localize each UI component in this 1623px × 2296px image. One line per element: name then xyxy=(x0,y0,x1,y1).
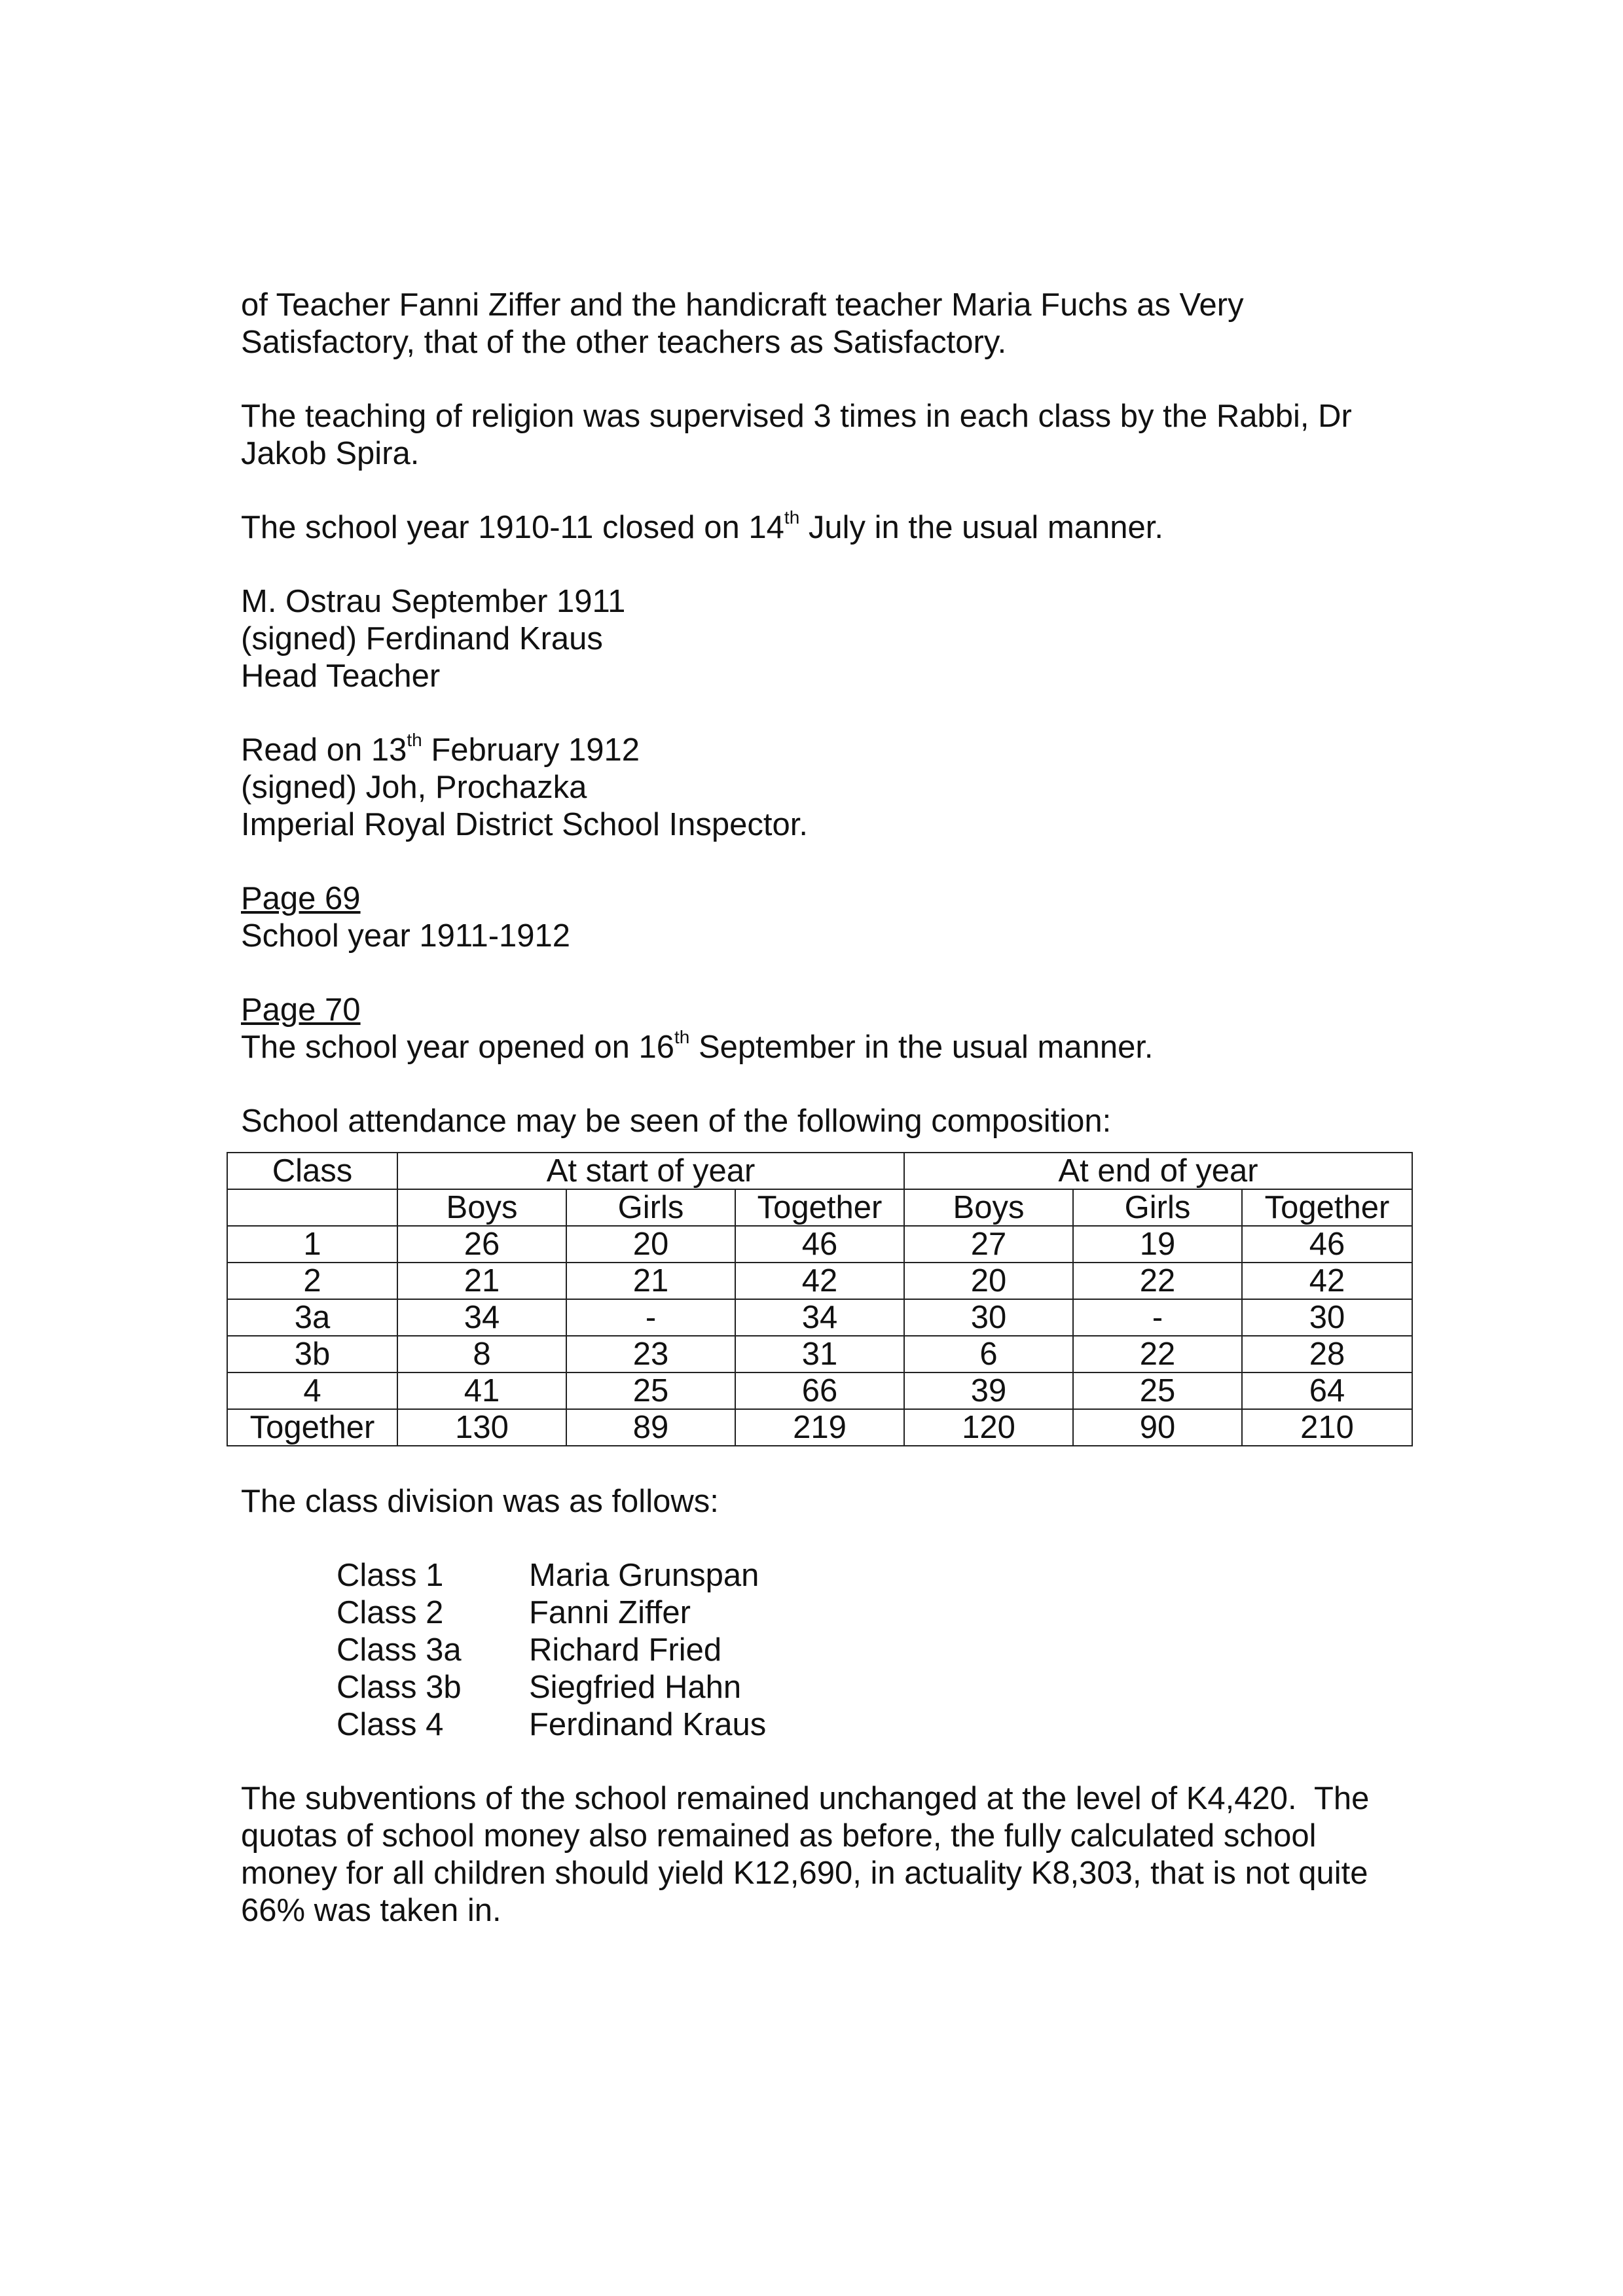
table-cell: 21 xyxy=(397,1263,566,1299)
table-cell: - xyxy=(566,1299,735,1336)
table-cell: 46 xyxy=(735,1226,904,1263)
header-girls: Girls xyxy=(1073,1189,1242,1226)
inspector-signature-block xyxy=(241,732,1413,844)
table-cell: 30 xyxy=(904,1299,1073,1336)
text-line: 66% was taken in. xyxy=(241,1893,501,1928)
text-line: Jakob Spira. xyxy=(241,436,420,471)
table-cell: 25 xyxy=(1073,1372,1242,1409)
table-cell: 34 xyxy=(397,1299,566,1336)
text-segment: Read on 13 xyxy=(241,732,407,768)
text-segment: September in the usual manner. xyxy=(689,1030,1154,1065)
table-cell: 27 xyxy=(904,1226,1073,1263)
signer-title: Imperial Royal District School Inspector. xyxy=(241,807,808,842)
text-line: The teaching of religion was supervised 3 times in each class by the Rabbi, Dr xyxy=(241,399,1352,434)
class-division-list xyxy=(337,1557,766,1744)
signed-name: (signed) Ferdinand Kraus xyxy=(241,621,603,656)
school-year-opening xyxy=(241,1029,1413,1066)
class-name: Class 3a xyxy=(337,1632,462,1668)
table-cell: 22 xyxy=(1073,1263,1242,1299)
attendance-intro: School attendance may be seen of the following composition: xyxy=(241,1103,1112,1139)
table-header-row xyxy=(227,1153,1412,1189)
subventions-paragraph xyxy=(241,1780,1413,1929)
table-cell: 90 xyxy=(1073,1409,1242,1446)
table-cell: 22 xyxy=(1073,1336,1242,1372)
header-end-of-year: At end of year xyxy=(904,1153,1412,1189)
table-cell: 21 xyxy=(566,1263,735,1299)
teacher-name: Fanni Ziffer xyxy=(529,1595,691,1630)
table-cell: 120 xyxy=(904,1409,1073,1446)
ordinal-suffix: th xyxy=(674,1027,690,1047)
read-date xyxy=(241,732,1413,769)
table-cell: 1 xyxy=(227,1226,397,1263)
teacher-name: Ferdinand Kraus xyxy=(529,1707,767,1742)
list-item xyxy=(337,1669,766,1706)
list-item xyxy=(337,1632,766,1669)
header-boys: Boys xyxy=(904,1189,1073,1226)
school-year-heading: School year 1911-1912 xyxy=(241,918,571,954)
page-reference: Page 70 xyxy=(241,992,361,1028)
class-name: Class 2 xyxy=(337,1595,444,1630)
table-cell: 23 xyxy=(566,1336,735,1372)
table-cell: 64 xyxy=(1242,1372,1412,1409)
list-item xyxy=(337,1706,766,1744)
table-cell: 2 xyxy=(227,1263,397,1299)
table-cell: 20 xyxy=(904,1263,1073,1299)
teacher-name: Siegfried Hahn xyxy=(529,1670,742,1705)
school-year-closing-paragraph xyxy=(241,509,1413,547)
table-row xyxy=(227,1372,1412,1409)
header-together: Together xyxy=(1242,1189,1412,1226)
header-boys: Boys xyxy=(397,1189,566,1226)
signer-title: Head Teacher xyxy=(241,658,441,694)
text-segment: The school year opened on 16 xyxy=(241,1030,674,1065)
text-segment: The school year 1910-11 closed on 14 xyxy=(241,510,784,545)
list-item xyxy=(337,1594,766,1632)
signed-name: (signed) Joh, Prochazka xyxy=(241,770,587,805)
table-row xyxy=(227,1299,1412,1336)
head-teacher-signature-block xyxy=(241,583,1413,695)
class-name: Class 1 xyxy=(337,1558,444,1593)
table-total-row xyxy=(227,1409,1412,1446)
table-cell: 89 xyxy=(566,1409,735,1446)
list-item xyxy=(337,1557,766,1594)
text-segment: July in the usual manner. xyxy=(799,510,1163,545)
class-division-intro: The class division was as follows: xyxy=(241,1484,719,1519)
class-name: Class 3b xyxy=(337,1670,462,1705)
religion-supervision-paragraph xyxy=(241,398,1413,473)
teacher-name: Richard Fried xyxy=(529,1632,722,1668)
header-start-of-year: At start of year xyxy=(397,1153,904,1189)
table-cell: 3b xyxy=(227,1336,397,1372)
ordinal-suffix: th xyxy=(784,507,800,528)
table-cell: 210 xyxy=(1242,1409,1412,1446)
table-cell: 42 xyxy=(1242,1263,1412,1299)
header-together: Together xyxy=(735,1189,904,1226)
table-cell: 3a xyxy=(227,1299,397,1336)
table-subheader-row xyxy=(227,1189,1412,1226)
page-reference: Page 69 xyxy=(241,881,361,916)
table-cell: Together xyxy=(227,1409,397,1446)
table-cell: 25 xyxy=(566,1372,735,1409)
teacher-evaluation-paragraph xyxy=(241,287,1413,361)
table-cell: 19 xyxy=(1073,1226,1242,1263)
page-70-section xyxy=(241,992,1413,1066)
text-line: money for all children should yield K12,690, in actuality K8,303, that is not quite xyxy=(241,1856,1368,1891)
document-page xyxy=(241,287,1413,1966)
place-date: M. Ostrau September 1911 xyxy=(241,584,626,619)
table-cell: 26 xyxy=(397,1226,566,1263)
ordinal-suffix: th xyxy=(407,730,422,750)
header-empty xyxy=(227,1189,397,1226)
table-cell: 46 xyxy=(1242,1226,1412,1263)
text-line: The subventions of the school remained unchanged at the level of K4,420. The xyxy=(241,1781,1370,1816)
page-69-section xyxy=(241,880,1413,955)
table-row xyxy=(227,1226,1412,1263)
table-row xyxy=(227,1263,1412,1299)
table-cell: 4 xyxy=(227,1372,397,1409)
table-cell: 31 xyxy=(735,1336,904,1372)
text-line: of Teacher Fanni Ziffer and the handicraft teacher Maria Fuchs as Very xyxy=(241,287,1244,323)
text-segment: February 1912 xyxy=(422,732,640,768)
table-cell: 41 xyxy=(397,1372,566,1409)
table-cell: 66 xyxy=(735,1372,904,1409)
class-name: Class 4 xyxy=(337,1707,444,1742)
table-cell: - xyxy=(1073,1299,1242,1336)
header-girls: Girls xyxy=(566,1189,735,1226)
teacher-name: Maria Grunspan xyxy=(529,1558,759,1593)
table-cell: 130 xyxy=(397,1409,566,1446)
table-cell: 39 xyxy=(904,1372,1073,1409)
table-cell: 6 xyxy=(904,1336,1073,1372)
table-row xyxy=(227,1336,1412,1372)
attendance-table xyxy=(227,1152,1413,1446)
text-line: Satisfactory, that of the other teachers as Satisfactory. xyxy=(241,325,1007,360)
table-cell: 30 xyxy=(1242,1299,1412,1336)
text-line: quotas of school money also remained as before, the fully calculated school xyxy=(241,1818,1317,1854)
table-cell: 42 xyxy=(735,1263,904,1299)
table-cell: 219 xyxy=(735,1409,904,1446)
table-cell: 20 xyxy=(566,1226,735,1263)
header-class: Class xyxy=(227,1153,397,1189)
table-cell: 8 xyxy=(397,1336,566,1372)
table-cell: 28 xyxy=(1242,1336,1412,1372)
table-cell: 34 xyxy=(735,1299,904,1336)
